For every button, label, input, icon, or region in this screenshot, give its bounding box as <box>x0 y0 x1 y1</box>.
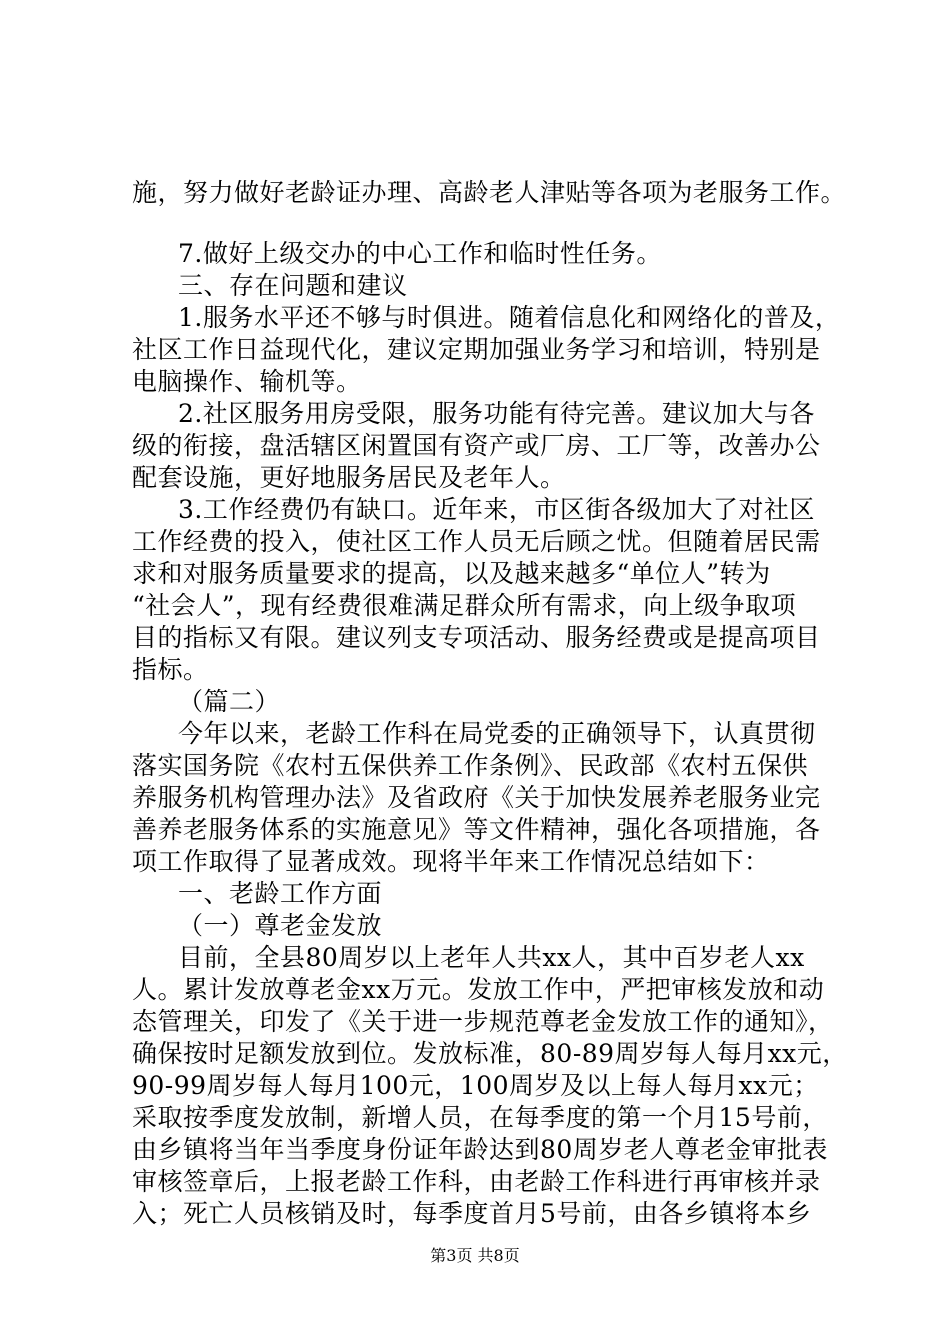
first-line <box>132 177 862 209</box>
text-line: “社会人”，现有经费很难满足群众所有需求，向上级争取项 <box>132 591 797 620</box>
text-line: 善养老服务体系的实施意见》等文件精神，强化各项措施，各 <box>132 815 821 844</box>
text-line: 态管理关，印发了《关于进一步规范尊老金发放工作的通知》， <box>132 1007 834 1036</box>
text-line: 养服务机构管理办法》及省政府《关于加快发展养老服务业完 <box>132 783 821 812</box>
text-line: 入；死亡人员核销及时，每季度首月5号前，由各乡镇将本乡 <box>132 1199 812 1228</box>
text-line: 项工作取得了显著成效。现将半年来工作情况总结如下： <box>132 847 770 876</box>
page-footer: 第3页 共8页 <box>430 1246 520 1265</box>
text-line: 求和对服务质量要求的提高，以及越来越多“单位人”转为 <box>132 559 771 588</box>
text-line: 级的衔接，盘活辖区闲置国有资产或厂房、工厂等，改善办公 <box>132 431 821 460</box>
text-line: 配套设施，更好地服务居民及老年人。 <box>132 463 566 492</box>
text-line: （篇二） <box>178 687 281 716</box>
text-line: 采取按季度发放制，新增人员，在每季度的第一个月15号前， <box>132 1103 828 1132</box>
text-line: 由乡镇将当年当季度身份证年龄达到80周岁老人尊老金审批表 <box>132 1135 828 1164</box>
text-line: 目的指标又有限。建议列支专项活动、服务经费或是提高项目 <box>132 623 821 652</box>
text-line: 指标。 <box>132 655 209 684</box>
text-line: 工作经费的投入，使社区工作人员无后顾之忧。但随着居民需 <box>132 527 821 556</box>
text-line: 2.社区服务用房受限，服务功能有待完善。建议加大与各 <box>178 399 815 428</box>
text-line: 3.工作经费仍有缺口。近年来，市区街各级加大了对社区 <box>178 495 815 524</box>
text-line: （一）尊老金发放 <box>178 911 383 940</box>
text-line: 施，努力做好老龄证办理、高龄老人津贴等各项为老服务工作。 <box>132 178 847 207</box>
text-line: 今年以来，老龄工作科在局党委的正确领导下，认真贯彻 <box>178 719 816 748</box>
text-line: 三、存在问题和建议 <box>178 271 408 300</box>
text-line: 目前，全县80周岁以上老年人共xx人，其中百岁老人xx <box>178 943 805 972</box>
text-line: 一、老龄工作方面 <box>178 879 383 908</box>
text-line: 人。累计发放尊老金xx万元。发放工作中，严把审核发放和动 <box>132 975 825 1004</box>
text-line: 审核签章后，上报老龄工作科，由老龄工作科进行再审核并录 <box>132 1167 821 1196</box>
text-line: 电脑操作、输机等。 <box>132 367 362 396</box>
text-line: 1.服务水平还不够与时俱进。随着信息化和网络化的普及， <box>178 303 841 332</box>
text-line: 90-99周岁每人每月100元，100周岁及以上每人每月xx元； <box>132 1071 819 1100</box>
text-line: 落实国务院《农村五保供养工作条例》、民政部《农村五保供 <box>132 751 809 780</box>
text-line: 社区工作日益现代化，建议定期加强业务学习和培训，特别是 <box>132 335 821 364</box>
body-text <box>132 238 862 1230</box>
text-line: 确保按时足额发放到位。发放标准，80-89周岁每人每月xx元， <box>132 1039 848 1068</box>
text-line: 7.做好上级交办的中心工作和临时性任务。 <box>178 239 662 268</box>
